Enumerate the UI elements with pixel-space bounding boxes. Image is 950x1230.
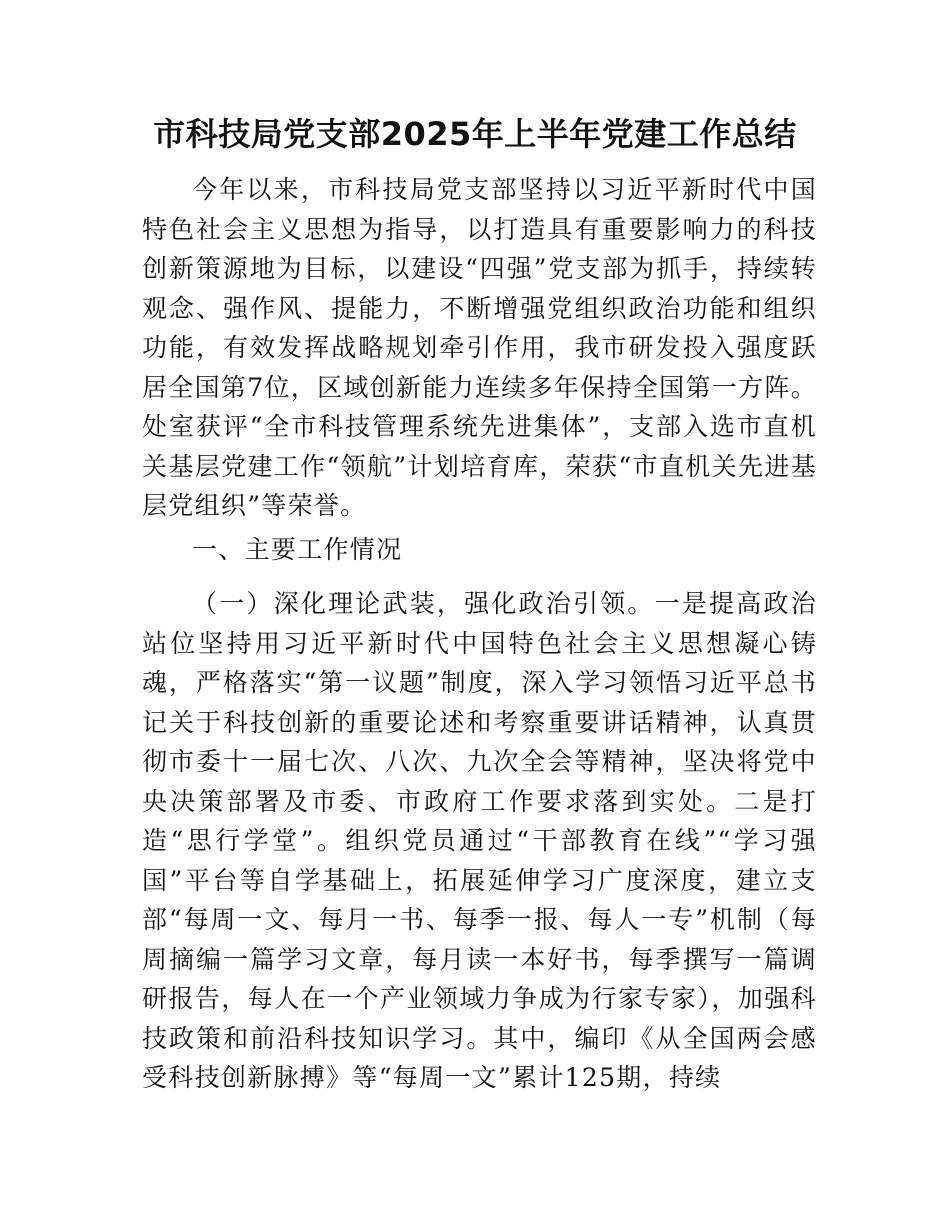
section-paragraph: （一）深化理论武装，强化政治引领。一是提高政治站位坚持用习近平新时代中国特色社会主义思想凝心铸魂，严格落实“第一议题”制度，深入学习领悟习近平总书记关于科技创新的重要论述和考察重要讲话精神，认真贯彻市委十一届七次、八次、九次全会等精神，坚决将党中央决策部署及市委、市政府工作要求落到实处。二是打造“思行学堂”。组织党员通过“干部教育在线”“学习强国”平台等自学基础上，拓展延伸学习广度深度，建立支部“每周一文、每月一书、每季一报、每人一专”机制（每周摘编一篇学习文章，每月读一本好书，每季撰写一篇调研报告，每人在一个产业领域力争成为行家专家），加强科技政策和前沿科技知识学习。其中，编印《从全国两会感受科技创新脉搏》等“每周一文”累计125期，持续 xyxy=(142,589,817,1092)
section-heading: 一、主要工作情况 xyxy=(192,535,403,564)
document-title: 市科技局党支部2025年上半年党建工作总结 xyxy=(153,115,797,153)
intro-paragraph: 今年以来，市科技局党支部坚持以习近平新时代中国特色社会主义思想为指导，以打造具有重要影响力的科技创新策源地为目标，以建设“四强”党支部为抓手，持续转观念、强作风、提能力，不断增强党组织政治功能和组织功能，有效发挥战略规划牵引作用，我市研发投入强度跃居全国第7位，区域创新能力连续多年保持全国第一方阵。处室获评“全市科技管理系统先进集体”，支部入选市直机关基层党建工作“领航”计划培育库，荣获“市直机关先进基层党组织”等荣誉。 xyxy=(142,175,817,520)
